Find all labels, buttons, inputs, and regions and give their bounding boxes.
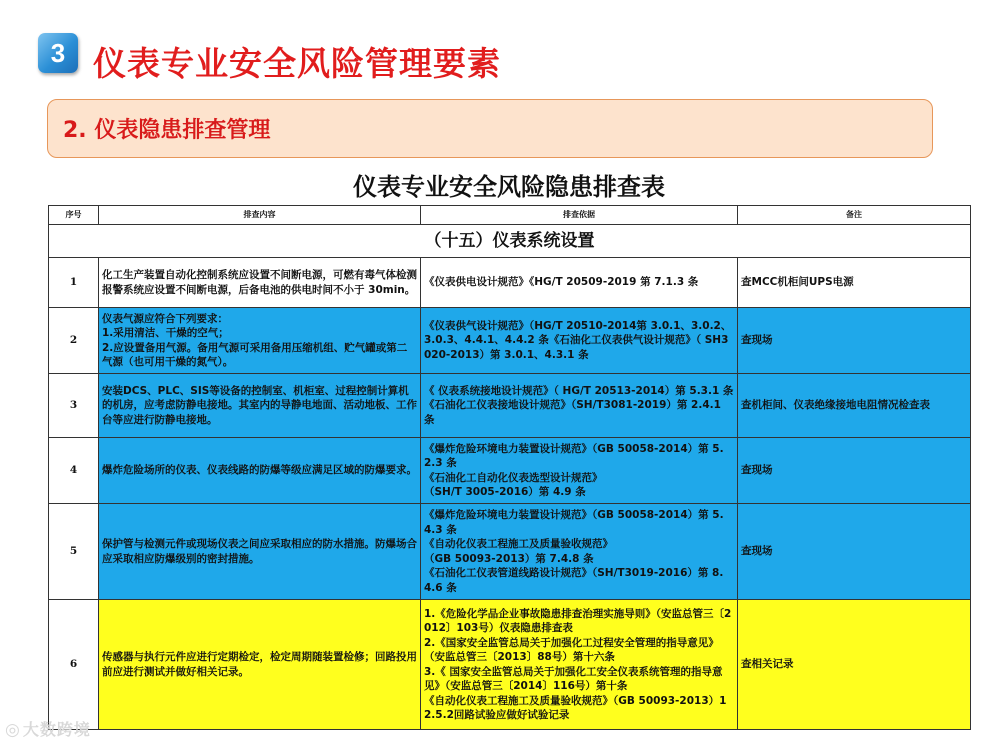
- table-title: 仪表专业安全风险隐患排查表: [353, 173, 665, 201]
- table-header-row: [49, 206, 971, 225]
- table-row: [49, 504, 971, 600]
- content-line: 传感器与执行元件应进行定期检定，检定周期随装置检修；回路投用前应进行测试并做好相关记录。: [102, 651, 417, 678]
- table-row: [49, 308, 971, 374]
- row-number: 2: [49, 308, 99, 374]
- row-number: 6: [49, 600, 99, 730]
- basis-line: 1.《危险化学品企业事故隐患排查治理实施导则》（安监总管三〔2012〕103号）仪表隐患排查表: [424, 607, 732, 634]
- table-row: [49, 600, 971, 730]
- row-note: 查机柜间、仪表绝缘接地电阻情况检查表: [738, 374, 971, 438]
- row-note: 查MCC机柜间UPS电源: [738, 258, 971, 308]
- row-number: 5: [49, 504, 99, 600]
- row-content: [99, 308, 421, 374]
- row-content: [99, 600, 421, 730]
- row-note: 查现场: [738, 308, 971, 374]
- row-basis: [421, 258, 738, 308]
- content-line: 安装DCS、PLC、SIS等设备的控制室、机柜室、过程控制计算机的机房，应考虑防静电接地。其室内的导静电地面、活动地板、工作台等应进行防静电接地。: [102, 384, 417, 426]
- row-number: 1: [49, 258, 99, 308]
- basis-line: 《爆炸危险环境电力装置设计规范》（GB 50058-2014）第 5.2.3 条: [424, 442, 724, 469]
- row-basis: [421, 308, 738, 374]
- inspection-table: [48, 205, 971, 730]
- basis-line: 《石油化工自动化仪表选型设计规范》: [424, 471, 603, 484]
- column-header-num: 序号: [49, 206, 99, 225]
- section-number-badge: 3: [38, 33, 78, 73]
- watermark-text: 大数跨境: [22, 720, 91, 739]
- page-title: 仪表专业安全风险管理要素: [93, 44, 501, 83]
- column-header-note: 备注: [738, 206, 971, 225]
- row-content: [99, 258, 421, 308]
- content-line: 2.应设置备用气源。备用气源可采用备用压缩机组、贮气罐或第二气源（也可用干燥的氮气）。: [102, 341, 408, 368]
- row-basis: [421, 374, 738, 438]
- row-note: 查相关记录: [738, 600, 971, 730]
- row-content: [99, 374, 421, 438]
- table-subtitle-row: [49, 225, 971, 258]
- watermark-logo-icon: ◎: [5, 720, 21, 740]
- table-row: [49, 374, 971, 438]
- basis-line: 《 仪表系统接地设计规范》（ HG/T 20513-2014）第 5.3.1 条: [424, 384, 734, 397]
- watermark: [5, 717, 91, 740]
- content-line: 化工生产装置自动化控制系统应设置不间断电源，可燃有毒气体检测报警系统应设置不间断电源，后备电池的供电时间不小于 30min。: [102, 269, 417, 296]
- basis-line: 《仪表供电设计规范》《HG/T 20509-2019 第 7.1.3 条: [424, 276, 699, 289]
- column-header-basis: 排查依据: [421, 206, 738, 225]
- basis-line: 《石油化工仪表接地设计规范》（SH/T3081-2019）第 2.4.1 条: [424, 399, 721, 426]
- content-line: 爆炸危险场所的仪表、仪表线路的防爆等级应满足区域的防爆要求。: [102, 464, 417, 477]
- basis-line: （GB 50093-2013）第 7.4.8 条: [424, 552, 594, 565]
- basis-line: 2.《国家安全监管总局关于加强化工过程安全管理的指导意见》（安监总管三〔2013〕88号）第十六条: [424, 636, 719, 663]
- row-basis: [421, 504, 738, 600]
- basis-line: 《石油化工仪表管道线路设计规范》（SH/T3019-2016）第 8.4.6 条: [424, 567, 724, 594]
- content-line: 1.采用清洁、干燥的空气；: [102, 327, 229, 339]
- table-subtitle: （十五）仪表系统设置: [49, 225, 971, 258]
- basis-line: 《爆炸危险环境电力装置设计规范》（GB 50058-2014）第 5.4.3 条: [424, 509, 724, 536]
- basis-line: 3.《 国家安全监管总局关于加强化工安全仪表系统管理的指导意见》（安监总管三〔2014〕116号）第十条: [424, 665, 723, 692]
- table-row: [49, 258, 971, 308]
- row-note: 查现场: [738, 504, 971, 600]
- basis-line: 《自动化仪表工程施工及质量验收规范》（GB 50093-2013）12.5.2回路试验应做好试验记录: [424, 694, 727, 721]
- row-number: 4: [49, 438, 99, 504]
- column-header-content: 排查内容: [99, 206, 421, 225]
- table-row: [49, 438, 971, 504]
- row-content: [99, 504, 421, 600]
- basis-line: 《自动化仪表工程施工及质量验收规范》: [424, 538, 613, 550]
- section-label: 2. 仪表隐患排查管理: [63, 118, 271, 143]
- row-number: 3: [49, 374, 99, 438]
- row-content: [99, 438, 421, 504]
- row-basis: [421, 438, 738, 504]
- section-bar: [47, 99, 933, 158]
- content-line: 仪表气源应符合下列要求：: [102, 312, 228, 325]
- basis-line: （SH/T 3005-2016）第 4.9 条: [424, 486, 586, 498]
- row-note: 查现场: [738, 438, 971, 504]
- content-line: 保护管与检测元件或现场仪表之间应采取相应的防水措施。防爆场合应采取相应防爆级别的密封措施。: [102, 538, 417, 565]
- basis-line: 《仪表供气设计规范》（HG/T 20510-2014第 3.0.1、3.0.2、3.0.3、4.4.1、4.4.2 条《石油化工仪表供气设计规范》（ SH3020-2013）第 3.0.1、4.3.1 条: [424, 319, 732, 361]
- row-basis: [421, 600, 738, 730]
